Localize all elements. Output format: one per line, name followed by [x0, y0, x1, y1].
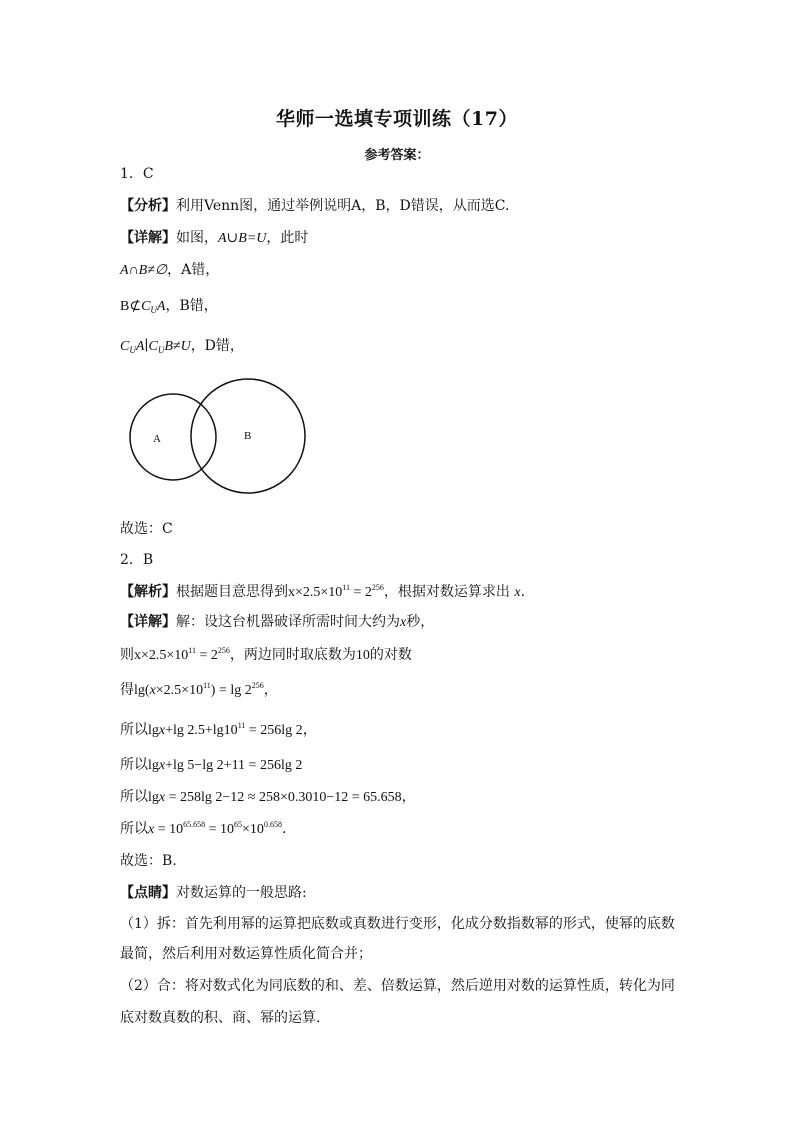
q2-then [120, 645, 412, 666]
q2-get-eq-a: lg( [134, 683, 150, 698]
q2-then-ten: 10 [355, 648, 370, 663]
q1-stmt-d-c1: C [120, 339, 130, 354]
q1-stmt-b-c: C [141, 299, 151, 314]
q2-note-text: 对数运算的一般思路: [176, 885, 307, 901]
q1-detail-tail: ，此时 [266, 230, 309, 246]
q2-so4-eq-exp2: 65 [234, 820, 243, 829]
q2-get-eq-exp1: 11 [203, 681, 211, 690]
q2-so1-eq-b: +lg 2.5+lg10 [165, 723, 238, 738]
q2-answer: 2．B [120, 552, 154, 568]
q2-so2-prefix: 所以 [120, 757, 148, 773]
q2-then-eq-base: x×2.5×10 [134, 648, 189, 663]
q2-note-point-2-line-2: 底对数真数的积、商、幂的运算. [120, 1010, 321, 1026]
q2-so4-eq-c: ×10 [242, 822, 264, 837]
q1-stmt-b-set: A [156, 299, 166, 314]
q2-so4-prefix: 所以 [120, 821, 148, 837]
q2-then-eq-mid: = 2 [196, 648, 218, 663]
q2-note-tag: 【点睛】 [120, 885, 176, 901]
q2-note [120, 883, 307, 903]
page-title: 华师一选填专项训练（17） [276, 108, 518, 130]
q2-get-eq-c: ×2.5×10 [155, 683, 204, 698]
q2-then-text-1: ，两边同时取底数为 [229, 647, 356, 663]
q2-analysis-end: . [520, 584, 526, 600]
q2-note-point-1-line-2: 最简，然后利用对数运算性质化简合并； [120, 946, 372, 962]
q2-so3-eq-x: x [158, 790, 166, 805]
q2-so1-prefix: 所以 [120, 722, 148, 738]
q2-so1-eq-c: = 256lg 2 [245, 723, 303, 738]
q1-stmt-d-text: ，D错， [190, 338, 244, 354]
venn-label-a: A [153, 433, 161, 445]
q2-so4-eq-a: = 10 [154, 822, 184, 837]
q2-so3-tail: ， [401, 789, 416, 805]
q2-then-prefix: 则 [120, 647, 134, 663]
q2-get-eq-exp2: 256 [251, 681, 264, 690]
q1-stmt-b-math: ⊄ [129, 299, 142, 314]
q1-analysis-text: 利用Venn图，通过举例说明A，B，D错误，从而选C. [176, 198, 510, 214]
q2-get-tail: ， [263, 682, 278, 698]
venn-label-b: B [244, 430, 252, 442]
page-subtitle: 参考答案： [364, 148, 430, 163]
q2-so4-eq-b: = 10 [205, 822, 235, 837]
q2-so2-eq-a: lg [148, 758, 159, 773]
q2-so1-eq-x: x [158, 723, 166, 738]
q1-conclusion: 故选：C [120, 521, 173, 537]
q2-analysis-tag: 【解析】 [120, 584, 176, 600]
q1-stmt-d-sub2: U [157, 345, 165, 355]
q2-get [120, 680, 278, 701]
venn-circle-a [130, 394, 216, 480]
q2-detail-text-1: 解：设这台机器破译所需时间大约为 [176, 614, 400, 630]
q2-analysis-eq-mid: = 2 [350, 585, 372, 600]
q2-so4-eq-exp1: 65.658 [183, 820, 206, 829]
q2-get-eq-d: ) = lg 2 [210, 683, 252, 698]
q1-analysis [120, 196, 509, 216]
q1-detail-tag: 【详解】 [120, 230, 176, 246]
q2-analysis-pre: 根据题目意思得到 [176, 584, 288, 600]
q2-so-2 [120, 755, 302, 776]
q1-stmt-b-text: ，B错， [165, 298, 218, 314]
q1-detail-math: A∪B=U [218, 231, 267, 246]
q1-stmt-d-sep: ∣ [144, 339, 149, 354]
q2-detail [120, 612, 434, 633]
q2-analysis-eq-base: x×2.5×10 [288, 585, 343, 600]
q2-so-1 [120, 720, 317, 741]
q1-statement-b [120, 296, 218, 317]
q1-answer: 1．C [120, 166, 154, 182]
q2-detail-tag: 【详解】 [120, 614, 176, 630]
q2-detail-text-2: 秒， [406, 614, 435, 630]
q2-so-3 [120, 787, 416, 808]
q2-analysis [120, 582, 525, 603]
q1-statement-a [120, 260, 219, 281]
q2-detail-var: x [400, 615, 407, 630]
q2-so2-eq-x: x [158, 758, 166, 773]
q1-statement-d [120, 336, 244, 357]
q1-detail-text: 如图， [176, 230, 218, 246]
q1-stmt-d-set1: A [135, 339, 145, 354]
q1-stmt-b-prefix: B [120, 299, 130, 314]
q2-so3-prefix: 所以 [120, 789, 148, 805]
q2-so4-tail: . [281, 821, 287, 837]
q2-get-prefix: 得 [120, 682, 134, 698]
q2-get-eq-b: x [149, 683, 156, 698]
q2-then-text-2: 的对数 [369, 647, 412, 663]
q2-analysis-post: ，根据对数运算求出 [383, 584, 510, 600]
q1-stmt-a-math: A∩B≠∅ [120, 263, 168, 278]
q2-note-point-1-line-1: （1）拆：首先利用幂的运算把底数或真数进行变形，化成分数指数幂的形式，使幂的底数 [120, 916, 675, 932]
q2-analysis-eq-exp2: 256 [371, 583, 384, 592]
q2-so1-tail: ， [302, 722, 317, 738]
q2-analysis-eq-exp1: 11 [342, 583, 350, 592]
q2-so4-eq-exp3: 0.658 [263, 820, 282, 829]
q1-stmt-d-c2: C [148, 339, 158, 354]
q1-stmt-d-set2: B [164, 339, 173, 354]
venn-diagram [120, 372, 320, 502]
q2-conclusion: 故选：B. [120, 853, 177, 869]
q2-note-point-2-line-1: （2）合：将对数式化为同底数的和、差、倍数运算，然后逆用对数的运算性质，转化为同 [120, 978, 675, 994]
q2-so1-eq-a: lg [148, 723, 159, 738]
q2-so2-eq-b: +lg 5−lg 2+11 = 256lg 2 [165, 758, 303, 773]
q1-stmt-b-sub: U [150, 305, 157, 315]
q1-stmt-a-text: ，A错， [167, 262, 220, 278]
q2-so4-eq-x: x [148, 822, 155, 837]
q1-analysis-tag: 【分析】 [120, 198, 176, 214]
q1-stmt-d-neq: ≠U [172, 339, 191, 354]
q2-so1-eq-exp: 11 [237, 721, 246, 730]
q1-detail [120, 228, 308, 249]
q2-then-eq-exp1: 11 [188, 646, 196, 655]
q2-so-4 [120, 819, 286, 840]
q2-analysis-var: x [514, 585, 521, 600]
q1-stmt-d-sub1: U [129, 345, 136, 355]
q2-then-eq-exp2: 256 [217, 646, 230, 655]
q2-so3-eq-b: = 258lg 2−12 ≈ 258×0.3010−12 = 65.658 [165, 790, 402, 805]
q2-so3-eq-a: lg [148, 790, 159, 805]
